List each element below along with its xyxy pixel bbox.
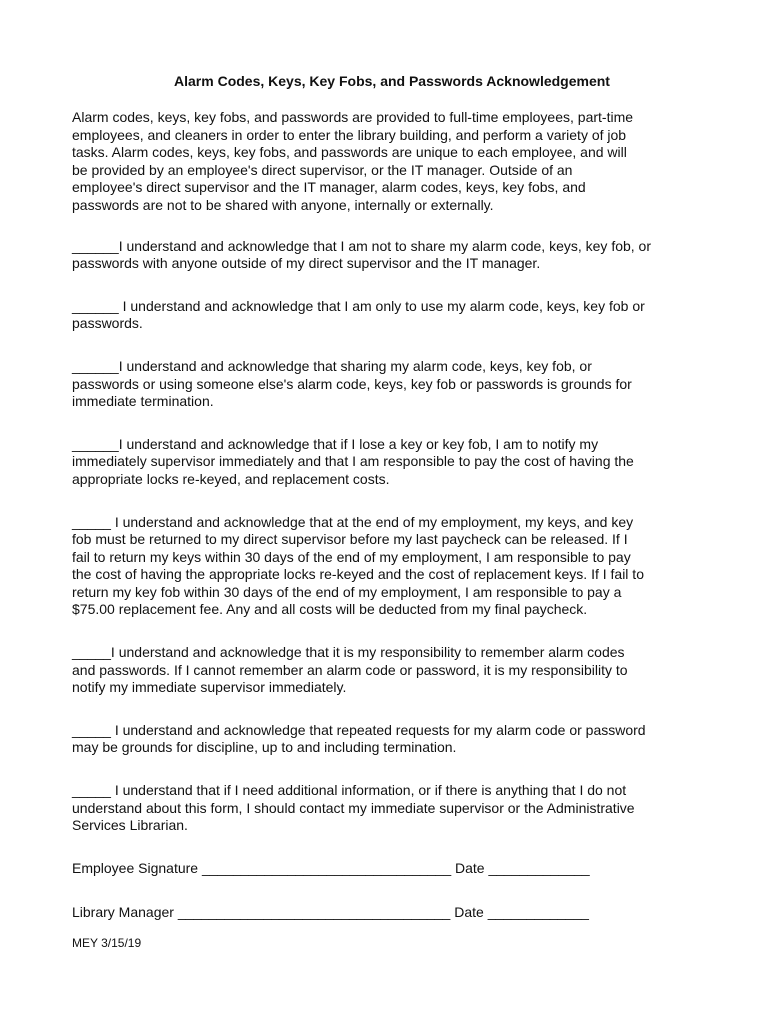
library-manager-line: Library Manager ___________________________________ Date _____________ [72, 904, 589, 921]
intro-paragraph: Alarm codes, keys, key fobs, and passwords are provided to full-time employees, part-time employees, and cleaners in order to enter the library building, and perform a variety of job tasks. Alarm codes, keys, key fobs, and passwords are unique to each employee, and will be provided by an employee's direct supervisor, or the IT manager. Outside of an employee's direct supervisor and the IT manager, alarm codes, keys, key fobs, and passwords are not to be shared with anyone, internally or externally. [72, 109, 634, 213]
acknowledgement-8: _____ I understand that if I need additional information, or if there is anything that I do not understand about this form, I should contact my immediate supervisor or the Administrative Services Librarian. [72, 782, 635, 834]
employee-signature-line: Employee Signature ________________________________ Date _____________ [72, 859, 590, 876]
revision-footer: MEY 3/15/19 [72, 936, 142, 950]
document-page [72, 72, 712, 953]
acknowledgement-1: ______I understand and acknowledge that I am not to share my alarm code, keys, key fob, or passwords with anyone outside of my direct supervisor and the IT manager. [72, 237, 652, 272]
acknowledgement-6: _____I understand and acknowledge that it is my responsibility to remember alarm codes and passwords. If I cannot remember an alarm code or password, it is my responsibility to notify my immediate supervisor immediately. [72, 644, 628, 696]
acknowledgement-7: _____ I understand and acknowledge that repeated requests for my alarm code or password may be grounds for discipline, up to and including termination. [72, 721, 646, 756]
acknowledgement-4: ______I understand and acknowledge that if I lose a key or key fob, I am to notify my immediately supervisor immediately and that I am responsible to pay the cost of having the appropriate locks re-keyed, and replacement costs. [72, 435, 634, 487]
acknowledgement-3: ______I understand and acknowledge that sharing my alarm code, keys, key fob, or passwords or using someone else's alarm code, keys, key fob or passwords is grounds for immediate termination. [72, 357, 632, 410]
acknowledgement-5: _____ I understand and acknowledge that at the end of my employment, my keys, and key fob must be returned to my direct supervisor before my last paycheck can be released. If I fail to return my keys within 30 days of the end of my employment, I am responsible to pay the cost of having the appropriate locks re-keyed and the cost of replacement keys. If I fail to return my key fob within 30 days of the end of my employment, I am responsible to pay a $75.00 replacement fee. Any and all costs will be deducted from my final paycheck. [72, 513, 644, 618]
document-title: Alarm Codes, Keys, Key Fobs, and Passwords Acknowledgement [174, 73, 610, 89]
acknowledgement-2: ______ I understand and acknowledge that I am only to use my alarm code, keys, key fob or passwords. [72, 297, 645, 332]
